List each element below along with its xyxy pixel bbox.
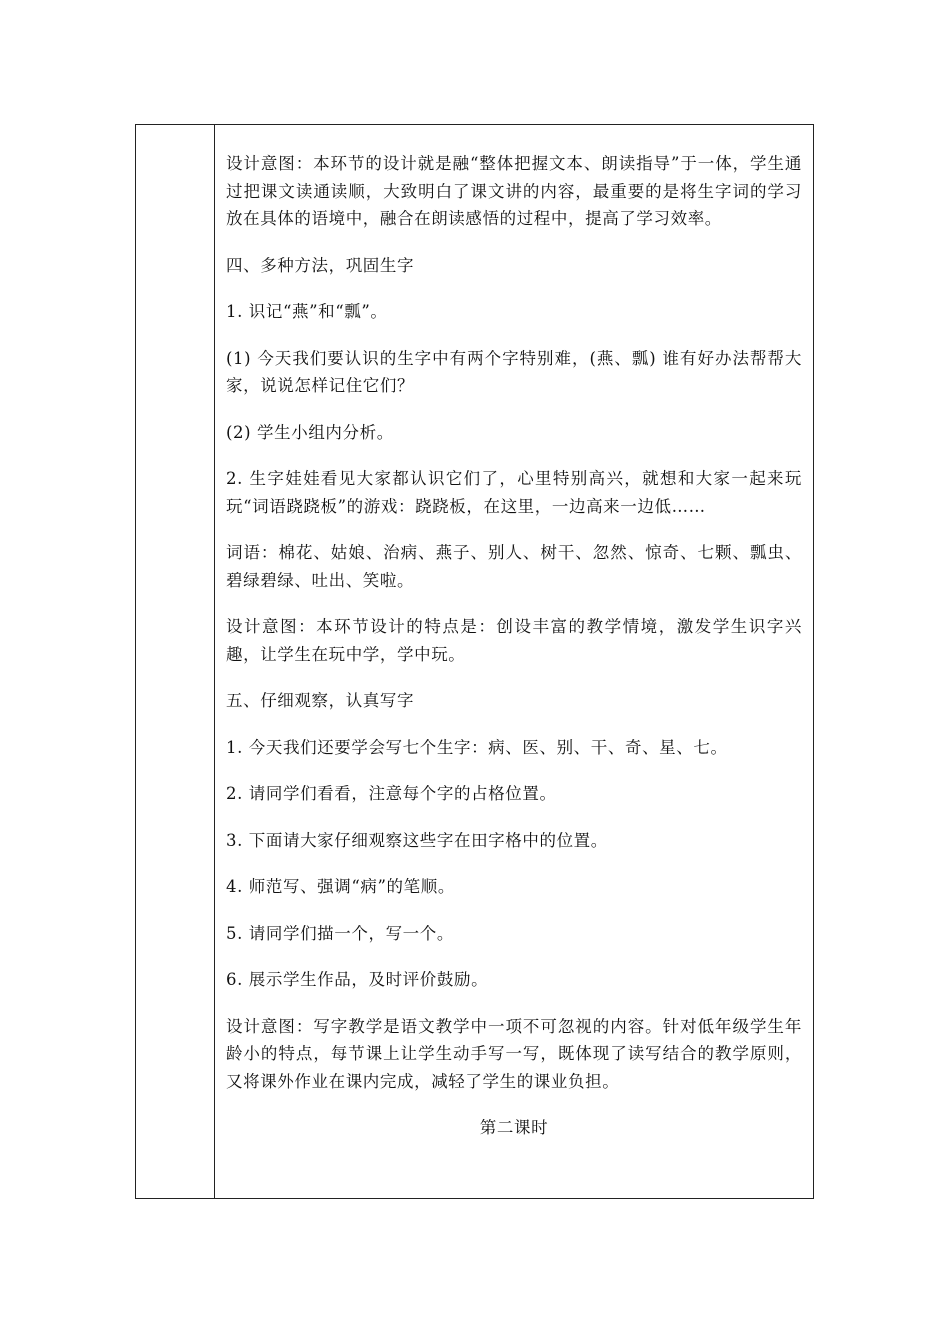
design-intent-paragraph-3: 设计意图：写字教学是语文教学中一项不可忽视的内容。针对低年级学生年龄小的特点，每节课上让学生动手写一写，既体现了读写结合的教学原则，又将课外作业在课内完成，减轻了学生的课业负担。 [226,1016,802,1091]
step-1-heading: 1. 识记“燕”和“瓢”。 [226,302,388,321]
word-list: 词语：棉花、姑娘、治病、燕子、别人、树干、忽然、惊奇、七颗、瓢虫、碧绿碧绿、吐出、笑啦。 [226,543,802,590]
writing-step-4: 4. 师范写、强调“病”的笔顺。 [226,877,455,896]
lesson-content [226,150,802,1161]
design-intent-paragraph-1: 设计意图：本环节的设计就是融“整体把握文本、朗读指导”于一体，学生通过把课文读通读顺，大致明白了课文讲的内容，最重要的是将生字词的学习放在具体的语境中，融合在朗读感悟的过程中，提高了学习效率。 [226,154,802,228]
writing-step-1: 1. 今天我们还要学会写七个生字：病、医、别、干、奇、星、七。 [226,737,728,757]
step-1-sub-1: (1) 今天我们要认识的生字中有两个字特别难，(燕、瓢) 谁有好办法帮帮大家，说说怎样记住它们？ [226,348,802,395]
design-intent-paragraph-2: 设计意图：本环节设计的特点是：创设丰富的教学情境，激发学生识字兴趣，让学生在玩中学，学中玩。 [226,617,802,664]
writing-step-2: 2. 请同学们看看，注意每个字的占格位置。 [226,784,557,803]
writing-step-5: 5. 请同学们描一个，写一个。 [226,923,454,943]
writing-step-6: 6. 展示学生作品，及时评价鼓励。 [226,970,489,989]
table-left-column [136,125,215,1198]
section-heading-4: 四、多种方法，巩固生字 [226,255,415,275]
step-1-sub-2: (2) 学生小组内分析。 [226,422,394,442]
step-2-paragraph: 2. 生字娃娃看见大家都认识它们了，心里特别高兴，就想和大家一起来玩玩“词语跷跷板”的游戏：跷跷板，在这里，一边高来一边低…… [226,469,802,516]
lesson-table [135,124,814,1199]
writing-step-3: 3. 下面请大家仔细观察这些字在田字格中的位置。 [226,830,608,850]
section-heading-5: 五、仔细观察，认真写字 [226,691,415,710]
table-content-column [215,125,813,1198]
second-lesson-title: 第二课时 [479,1118,549,1137]
